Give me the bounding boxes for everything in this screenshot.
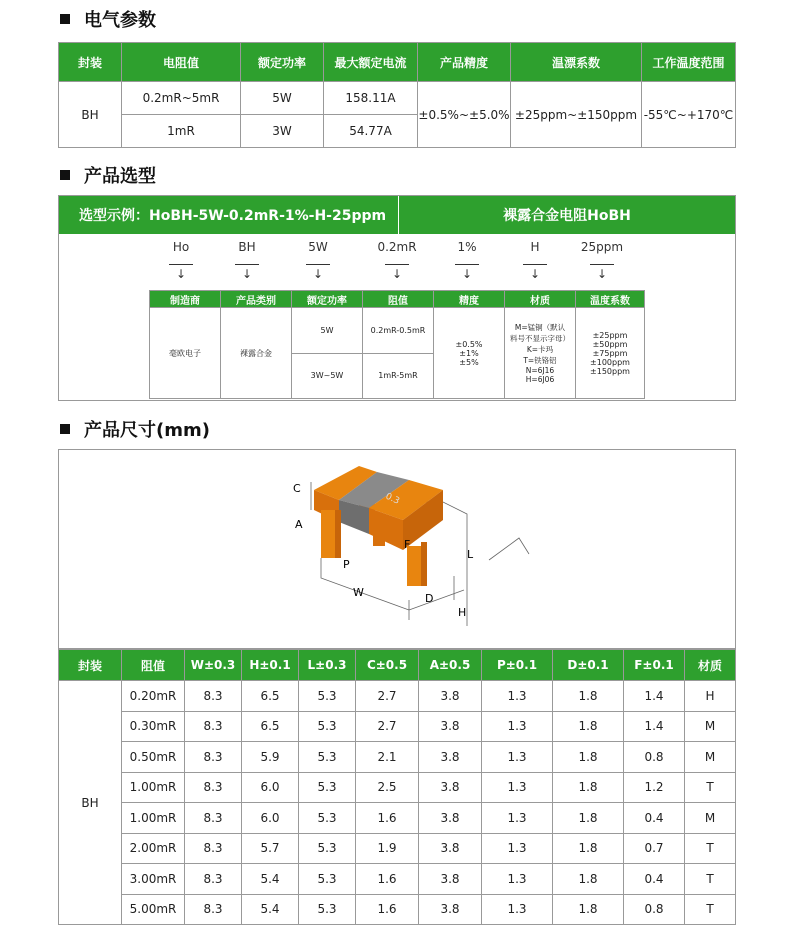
code-part: BH (238, 240, 256, 254)
table-cell: 3.00mR (122, 864, 185, 895)
tcr-option: ±100ppm (590, 357, 630, 367)
code-part: 5W (308, 240, 328, 254)
header-cell: 温漂系数 (511, 43, 642, 82)
table-row (59, 742, 736, 773)
arrow-down-icon: ↓ (306, 264, 330, 283)
table-cell: 5.3 (299, 711, 356, 742)
header-cell: 额定功率 (292, 291, 363, 308)
header-cell: 制造商 (150, 291, 221, 308)
table-cell: 8.3 (185, 864, 242, 895)
table-cell: T (685, 864, 736, 895)
table-cell: 2.5 (356, 772, 419, 803)
table-cell: 0.30mR (122, 711, 185, 742)
table-cell: 5.3 (299, 803, 356, 834)
bullet-square-icon (60, 170, 70, 180)
material-cell (505, 308, 576, 399)
code-part: Ho (172, 240, 190, 254)
material-option: 料号不显示字母） (510, 334, 570, 343)
arrow-down-icon: ↓ (385, 264, 409, 283)
header-cell: A±0.5 (419, 650, 482, 681)
table-cell: 5.00mR (122, 894, 185, 925)
header-cell: H±0.1 (242, 650, 299, 681)
precision-option: ±5% (459, 357, 479, 367)
label-d: D (425, 592, 434, 605)
table-cell: 1.8 (553, 864, 624, 895)
table-cell: 1.3 (482, 803, 553, 834)
tcr-cell: ±25ppm~±150ppm (511, 82, 642, 148)
table-cell: 3.8 (419, 894, 482, 925)
table-cell: 1.4 (624, 711, 685, 742)
header-cell: 封装 (59, 43, 122, 82)
table-cell: 1.8 (553, 833, 624, 864)
maker-cell: 毫欧电子 (150, 308, 221, 399)
header-cell: F±0.1 (624, 650, 685, 681)
table-cell: 3.8 (419, 711, 482, 742)
code-part: 25ppm (580, 240, 624, 254)
header-cell: 温度系数 (576, 291, 645, 308)
tcr-cell (576, 308, 645, 399)
header-cell: 产品类别 (221, 291, 292, 308)
category-cell: 裸露合金 (221, 308, 292, 399)
table-cell: 6.0 (242, 803, 299, 834)
dimensions-table (58, 649, 736, 925)
selection-header-bar (59, 196, 735, 234)
header-cell: 阻值 (363, 291, 434, 308)
table-row (59, 803, 736, 834)
table-cell: 1.00mR (122, 803, 185, 834)
table-cell: 1.8 (553, 894, 624, 925)
table-cell: 1.3 (482, 864, 553, 895)
arrow-down-icon: ↓ (169, 264, 193, 283)
table-cell: M (685, 711, 736, 742)
selection-product-name: 裸露合金电阻HoBH (503, 208, 631, 224)
table-cell: 8.3 (185, 772, 242, 803)
table-cell: 2.7 (356, 681, 419, 712)
current-cell: 54.77A (324, 115, 418, 148)
table-cell: 1.6 (356, 864, 419, 895)
dimension-diagram-box (58, 449, 736, 649)
header-cell: 工作温度范围 (642, 43, 736, 82)
table-cell: 5.3 (299, 772, 356, 803)
material-option: K=卡玛 (526, 345, 554, 354)
package-cell: BH (59, 82, 122, 148)
table-cell: 0.20mR (122, 681, 185, 712)
power-cell: 5W (292, 308, 363, 354)
table-cell: 5.3 (299, 742, 356, 773)
table-row (59, 833, 736, 864)
header-cell: L±0.3 (299, 650, 356, 681)
table-cell: 8.3 (185, 803, 242, 834)
header-cell: 额定功率 (241, 43, 324, 82)
label-a: A (295, 518, 303, 531)
table-cell: 3.8 (419, 681, 482, 712)
resistance-cell: 0.2mR-0.5mR (363, 308, 434, 354)
header-cell: 材质 (505, 291, 576, 308)
table-cell: 8.3 (185, 711, 242, 742)
current-cell: 158.11A (324, 82, 418, 115)
table-cell: 0.50mR (122, 742, 185, 773)
selection-example: 选型示例：HoBH-5W-0.2mR-1%-H-25ppm (59, 196, 399, 234)
code-part: H (530, 240, 540, 254)
table-cell: 3.8 (419, 864, 482, 895)
power-cell: 5W (241, 82, 324, 115)
precision-cell: ±0.5%~±5.0% (418, 82, 511, 148)
bullet-square-icon (60, 14, 70, 24)
table-cell: 6.5 (242, 711, 299, 742)
header-cell: 精度 (434, 291, 505, 308)
section-title-dimensions: 产品尺寸(mm) (60, 416, 210, 442)
table-cell: M (685, 803, 736, 834)
table-cell: T (685, 894, 736, 925)
tcr-option: ±150ppm (590, 366, 630, 376)
material-option: M=锰铜（默认 (514, 323, 566, 332)
precision-option: ±1% (459, 348, 479, 358)
table-cell: 0.8 (624, 894, 685, 925)
table-cell: 1.3 (482, 894, 553, 925)
power-cell: 3W (241, 115, 324, 148)
arrow-down-icon: ↓ (523, 264, 547, 283)
resistor-dimension-drawing (59, 450, 735, 648)
code-part: 1% (457, 240, 477, 254)
label-w: W (353, 586, 364, 599)
table-cell: 5.4 (242, 894, 299, 925)
table-cell: 1.4 (624, 681, 685, 712)
table-cell: 5.9 (242, 742, 299, 773)
table-cell: T (685, 772, 736, 803)
table-cell: 5.7 (242, 833, 299, 864)
table-cell: 1.3 (482, 833, 553, 864)
table-cell: 1.2 (624, 772, 685, 803)
package-cell: BH (59, 681, 122, 925)
table-row (59, 772, 736, 803)
tcr-option: ±50ppm (592, 339, 628, 349)
table-cell: 0.7 (624, 833, 685, 864)
arrow-down-icon: ↓ (590, 264, 614, 283)
table-cell: 1.3 (482, 711, 553, 742)
table-row (59, 711, 736, 742)
temp-range-cell: -55℃~+170℃ (642, 82, 736, 148)
material-option: N=6J16 (525, 366, 555, 375)
material-option: T=铁铬铝 (523, 356, 557, 365)
tcr-option: ±75ppm (592, 348, 628, 358)
label-p: P (343, 558, 350, 571)
table-cell: 3.8 (419, 742, 482, 773)
header-cell: 产品精度 (418, 43, 511, 82)
label-f: F (404, 538, 411, 551)
table-cell: 6.5 (242, 681, 299, 712)
table-cell: 1.8 (553, 742, 624, 773)
bullet-square-icon (60, 424, 70, 434)
table-cell: 3.8 (419, 833, 482, 864)
label-h: H (458, 606, 467, 619)
section-title-electrical: 电气参数 (60, 6, 156, 32)
header-cell: 最大额定电流 (324, 43, 418, 82)
header-cell: 电阻值 (122, 43, 241, 82)
table-cell: 1.00mR (122, 772, 185, 803)
resistance-cell: 0.2mR~5mR (122, 82, 241, 115)
table-row (59, 864, 736, 895)
table-cell: 5.3 (299, 894, 356, 925)
section-title-selection: 产品选型 (60, 162, 156, 188)
table-cell: 1.8 (553, 681, 624, 712)
arrow-down-icon: ↓ (455, 264, 479, 283)
table-cell: 1.6 (356, 894, 419, 925)
header-cell: 封装 (59, 650, 122, 681)
header-cell: P±0.1 (482, 650, 553, 681)
table-cell: 1.8 (553, 803, 624, 834)
header-cell: 材质 (685, 650, 736, 681)
table-cell: 1.8 (553, 711, 624, 742)
label-l: L (467, 548, 474, 561)
header-cell: W±0.3 (185, 650, 242, 681)
table-cell: 1.8 (553, 772, 624, 803)
label-c: C (293, 482, 301, 495)
precision-option: ±0.5% (455, 339, 483, 349)
table-cell: 5.4 (242, 864, 299, 895)
table-cell: 5.3 (299, 681, 356, 712)
table-cell: 5.3 (299, 833, 356, 864)
resistance-cell: 1mR (122, 115, 241, 148)
material-option: H=6J06 (525, 375, 555, 384)
code-part: 0.2mR (377, 240, 417, 254)
table-cell: 1.6 (356, 803, 419, 834)
table-cell: 0.8 (624, 742, 685, 773)
selection-guide (58, 195, 736, 401)
table-cell: 1.9 (356, 833, 419, 864)
table-cell: 8.3 (185, 681, 242, 712)
table-cell: H (685, 681, 736, 712)
electrical-table (58, 42, 736, 148)
table-cell: M (685, 742, 736, 773)
selection-table (149, 290, 645, 399)
table-cell: 0.4 (624, 803, 685, 834)
table-cell: 1.3 (482, 742, 553, 773)
table-cell: 8.3 (185, 742, 242, 773)
precision-cell (434, 308, 505, 399)
table-cell: T (685, 833, 736, 864)
dimensions-header-row (59, 650, 736, 681)
table-cell: 3.8 (419, 803, 482, 834)
body-marking: 0.3 (383, 491, 401, 507)
tcr-option: ±25ppm (592, 330, 628, 340)
table-cell: 1.3 (482, 772, 553, 803)
header-cell: 阻值 (122, 650, 185, 681)
table-row (59, 681, 736, 712)
header-cell: D±0.1 (553, 650, 624, 681)
arrow-down-icon: ↓ (235, 264, 259, 283)
table-cell: 3.8 (419, 772, 482, 803)
table-cell: 2.00mR (122, 833, 185, 864)
table-cell: 8.3 (185, 833, 242, 864)
table-cell: 2.1 (356, 742, 419, 773)
header-cell: C±0.5 (356, 650, 419, 681)
resistance-cell: 1mR-5mR (363, 353, 434, 399)
table-cell: 0.4 (624, 864, 685, 895)
table-cell: 1.3 (482, 681, 553, 712)
table-cell: 2.7 (356, 711, 419, 742)
power-cell: 3W~5W (292, 353, 363, 399)
table-row (59, 894, 736, 925)
table-cell: 5.3 (299, 864, 356, 895)
table-cell: 6.0 (242, 772, 299, 803)
dimensions-body (59, 681, 736, 925)
table-cell: 8.3 (185, 894, 242, 925)
